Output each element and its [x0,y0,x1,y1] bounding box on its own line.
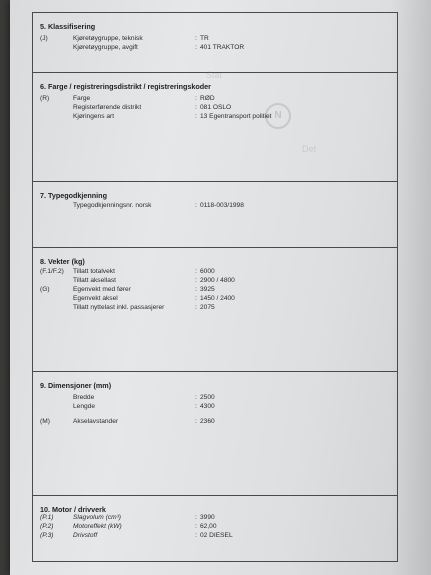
field-code: (J) [40,35,48,42]
field-value: 2500 [200,394,215,401]
field-value: 6000 [200,268,215,275]
field-value: TR [200,35,209,42]
field-colon: : [195,104,197,111]
field-colon: : [195,113,197,120]
field-colon: : [195,295,197,302]
field-colon: : [195,403,197,410]
field-code: (R) [40,95,50,102]
section-title: 10. Motor / drivverk [40,505,106,514]
field-label: Lengde [73,403,96,410]
field-row [33,202,397,211]
field-value: RØD [200,95,215,102]
field-label: Drivstoff [73,532,98,539]
field-colon: : [195,268,197,275]
section-weights [33,248,397,372]
field-value: 081 OSLO [200,104,232,111]
field-colon: : [195,277,197,284]
field-value: 3925 [200,286,215,293]
field-label: Kjøretøygruppe, teknisk [73,35,143,42]
field-code: (M) [40,418,50,425]
field-colon: : [195,532,197,539]
field-value: 62,00 [200,523,217,530]
field-value: 13 Egentransport politiet [200,113,272,120]
field-value: 2075 [200,304,215,311]
field-row [33,277,397,286]
field-colon: : [195,286,197,293]
field-row [33,523,397,532]
section-color-district [33,73,397,182]
field-label: Kjøretøygruppe, avgift [73,44,138,51]
watermark-text: Stat [206,70,223,80]
field-label: Tillatt nyttelast inkl. passasjerer [73,304,165,311]
section-title: 5. Klassifisering [40,22,96,31]
field-colon: : [195,514,197,521]
field-code: (P.2) [40,523,54,530]
field-row [33,532,397,541]
section-type-approval [33,182,397,248]
field-label: Bredde [73,394,95,401]
field-row [33,304,397,313]
field-colon: : [195,304,197,311]
field-row [33,514,397,523]
field-value: 4300 [200,403,215,410]
watermark-seal: N [265,103,291,129]
field-label: Farge [73,95,91,102]
section-dimensions [33,372,397,496]
field-colon: : [195,202,197,209]
field-label: Tillatt aksellast [73,277,116,284]
field-value: 2900 / 4800 [200,277,235,284]
section-engine [33,496,397,563]
field-label: Slagvolum (cm³) [73,514,121,521]
section-title: 8. Vekter (kg) [40,257,85,266]
field-value: 401 TRAKTOR [200,44,245,51]
field-colon: : [195,95,197,102]
section-title: 7. Typegodkjenning [40,191,107,200]
registration-form [32,12,398,562]
field-code: (P.3) [40,532,54,539]
field-row [33,418,397,427]
watermark-text: Det [302,144,317,154]
section-classification [33,13,397,73]
field-value: 3990 [200,514,215,521]
field-row [33,44,397,53]
document-paper [10,0,431,575]
field-colon: : [195,394,197,401]
field-label: Typegodkjenningsnr. norsk [73,202,152,209]
field-code: (P.1) [40,514,54,521]
field-label: Akselavstander [73,418,119,425]
field-row [33,295,397,304]
field-label: Kjøringens art [73,113,115,120]
field-code: (G) [40,286,50,293]
field-colon: : [195,35,197,42]
field-label: Motoreffekt (kW) [73,523,122,530]
field-row [33,104,397,113]
section-title: 6. Farge / registreringsdistrikt / registreringskoder [40,82,211,91]
field-value: 2360 [200,418,215,425]
field-row [33,95,397,104]
field-row [33,394,397,403]
field-label: Egenvekt aksel [73,295,118,302]
field-row [33,286,397,295]
field-code: (F.1/F.2) [40,268,64,275]
field-row [33,113,397,122]
field-colon: : [195,418,197,425]
field-row [33,35,397,44]
field-value: 02 DIESEL [200,532,233,539]
field-row [33,403,397,412]
field-label: Tillatt totalvekt [73,268,115,275]
field-label: Egenvekt med fører [73,286,131,293]
field-value: 1450 / 2400 [200,295,235,302]
field-value: 0118-003/1998 [200,202,244,209]
field-row [33,268,397,277]
field-colon: : [195,44,197,51]
section-title: 9. Dimensjoner (mm) [40,381,112,390]
field-label: Registerførende distrikt [73,104,142,111]
field-colon: : [195,523,197,530]
